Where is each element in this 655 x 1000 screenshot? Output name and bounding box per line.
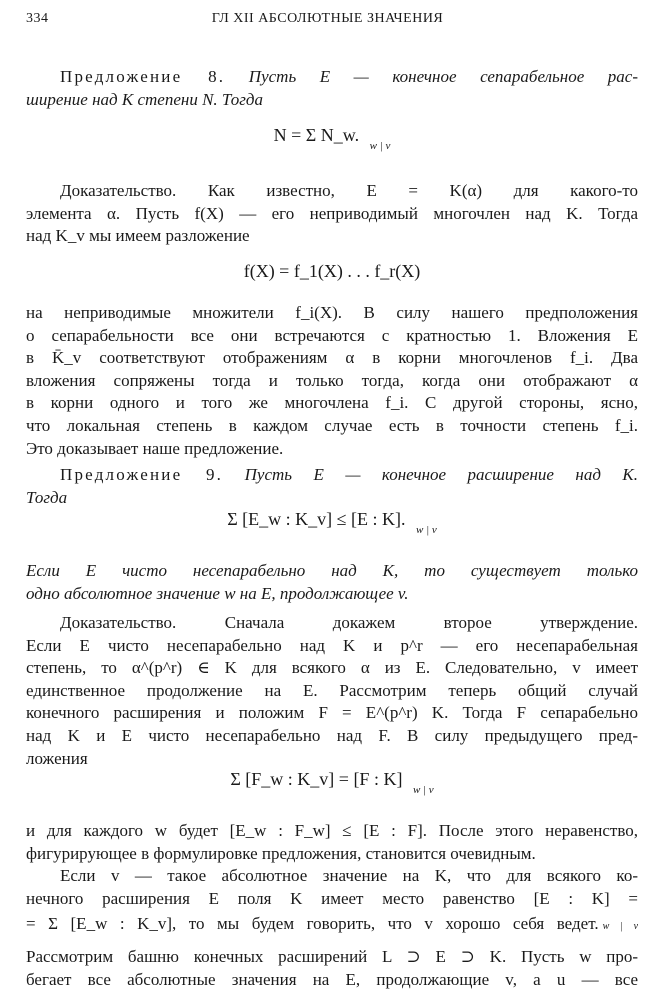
proof1b-line-3: в K̄_v соответствуют отображениям α в корни многочленов f_i. Два: [26, 348, 638, 368]
prop8-title: Предложение 8.: [60, 67, 226, 86]
prop9b-line-2: [26, 583, 638, 606]
proof1b-line-6: что локальная степень в каждом случае есть в точности степень f_i.: [26, 415, 638, 435]
formula-3-text: Σ [E_w : K_v] ≤ [E : K].: [227, 509, 406, 529]
proof-2-continued: [26, 820, 638, 992]
proof1-line-2: элемента α. Пусть f(X) — его неприводимый многочлен над K. Тогда: [26, 203, 638, 223]
proof2b-line-7: бегает все абсолютные значения на E, продолжающие v, а u — все: [26, 969, 638, 989]
proof1-line-3: над K_v мы имеем разложение: [26, 226, 250, 246]
prop8-statement-1: Пусть E — конечное сепарабельное рас-: [248, 67, 638, 86]
proof2b-line-6: Рассмотрим башню конечных расширений L ⊃ E ⊃ K. Пусть w про-: [26, 947, 638, 967]
proof2b-line-4: нечного расширения E поля K имеет место равенство [E : K] =: [26, 888, 638, 908]
formula-1-sub: w | v: [369, 140, 391, 152]
proof1b-line-7: Это доказывает наше предложение.: [26, 438, 284, 458]
proof2b-line-1: и для каждого w будет [E_w : F_w] ≤ [E : F]. После этого неравенство,: [26, 821, 638, 840]
prop9-statement-1: Пусть E — конечное расширение над K.: [244, 465, 638, 484]
proof1b-line-4: вложения сопряжены тогда и только тогда, когда они отображают α: [26, 370, 638, 390]
proof2b-line-5-text: = Σ [E_w : K_v], то мы будем говорить, что v хорошо себя ведет.: [26, 914, 599, 934]
formula-4: [26, 768, 638, 802]
formula-4-text: Σ [F_w : K_v] = [F : K]: [230, 769, 403, 789]
proof1b-line-5: в корни одного и того же многочлена f_i. С другой стороны, ясно,: [26, 393, 638, 413]
formula-3-sub: w | v: [416, 524, 437, 536]
proof2-line-1: Доказательство. Сначала докажем второе утверждение.: [60, 613, 638, 632]
page-header: [0, 4, 655, 26]
prop8-line-1: [26, 66, 638, 89]
formula-4-sub: w | v: [412, 784, 434, 796]
prop8-line-2: [26, 89, 638, 112]
formula-1: [26, 124, 638, 158]
proof2b-line-2: фигурирующее в формулировке предложения, становится очевидным.: [26, 843, 536, 863]
proof2-line-3: степень, то α^(p^r) ∈ K для всякого α из E. Следовательно, v имеет: [26, 658, 638, 678]
proof2b-sum-sub: w | v: [602, 921, 638, 933]
proposition-9-part-2: [26, 560, 638, 605]
proof2-line-6: над K и E чисто несепарабельно над F. В силу предыдущего пред-: [26, 725, 638, 745]
proposition-8: [26, 66, 638, 111]
prop9-statement-2: Тогда: [26, 487, 68, 507]
prop9b-text-2: одно абсолютное значение w на E, продолжающее v.: [26, 583, 409, 603]
prop9-title: Предложение 9.: [60, 465, 224, 484]
proof2b-line-3: Если v — такое абсолютное значение на K, что для всякого ко-: [60, 866, 638, 886]
proof1b-line-2: о сепарабельности все они встречаются с кратностью 1. Вложения E: [26, 325, 638, 345]
running-head: ГЛ XII АБСОЛЮТНЫЕ ЗНАЧЕНИЯ: [211, 11, 444, 26]
proof2-line-2: Если E чисто несепарабельно над K и p^r — его несепарабельная: [26, 635, 638, 655]
proof1-line-1: Доказательство. Как известно, E = K(α) для какого-то: [60, 181, 638, 200]
prop9b-line-1: [26, 560, 638, 583]
formula-2: [26, 260, 638, 283]
formula-2-text: f(X) = f_1(X) . . . f_r(X): [243, 261, 421, 281]
proof-1: [26, 180, 638, 248]
proof2-line-7: ложения: [26, 748, 88, 768]
proof2-line-5: конечного расширения и положим F = E^(p^r) K. Тогда F сепарабельно: [26, 703, 638, 723]
proof-1-continued: [26, 302, 638, 460]
prop9-line-1: [26, 464, 638, 487]
prop9b-text-1: Если E чисто несепарабельно над K, то существует только: [26, 561, 638, 580]
prop9-line-2: [26, 487, 638, 510]
proof2b-line-5: [26, 910, 638, 938]
proof-2: [26, 612, 638, 770]
page-number: 334: [26, 11, 49, 26]
proposition-9: [26, 464, 638, 509]
proof1b-line-1: на неприводимые множители f_i(X). В силу нашего предположения: [26, 303, 638, 322]
proof2-line-4: единственное продолжение на E. Рассмотрим теперь общий случай: [26, 680, 638, 700]
formula-1-text: N = Σ N_w.: [273, 125, 360, 145]
prop8-statement-2: ширение над K степени N. Тогда: [26, 89, 263, 109]
formula-3: [26, 508, 638, 542]
